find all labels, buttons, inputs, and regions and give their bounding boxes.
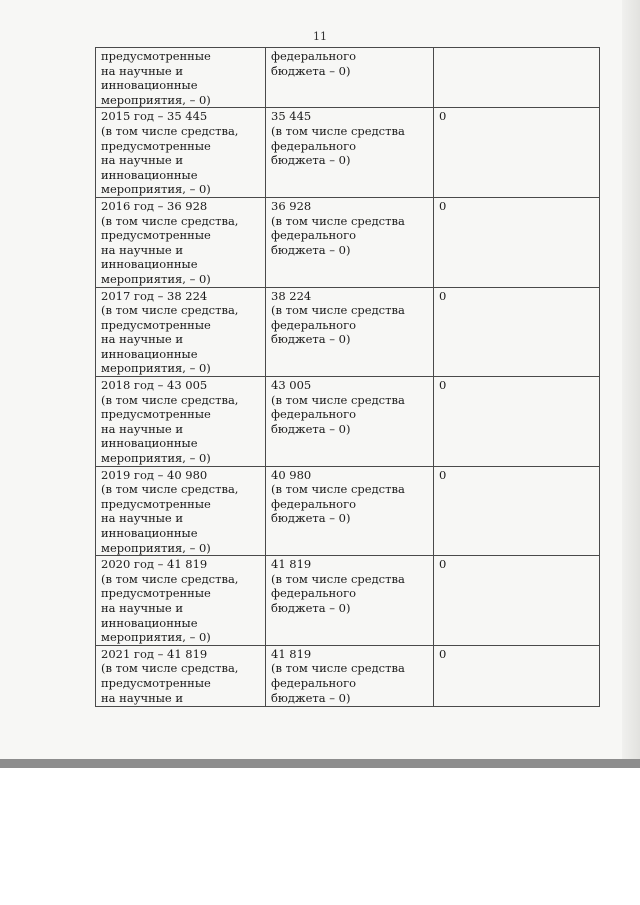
page-number: 11 xyxy=(313,30,327,43)
table-cell-other: 0 xyxy=(434,108,600,198)
table-cell-period: 2020 год – 41 819 (в том числе средства, предусмотренные на научные и инновационные мероприятия, – 0) xyxy=(96,556,266,646)
table-cell-period: предусмотренные на научные и инновационные мероприятия, – 0) xyxy=(96,48,266,108)
scan-edge-shadow xyxy=(622,0,640,759)
table-row xyxy=(96,48,600,108)
table-row xyxy=(96,197,600,287)
table-cell-amount: федерального бюджета – 0) xyxy=(266,48,434,108)
table-row xyxy=(96,108,600,198)
table-cell-period: 2017 год – 38 224 (в том числе средства, предусмотренные на научные и инновационные мероприятия, – 0) xyxy=(96,287,266,377)
table-cell-period: 2016 год – 36 928 (в том числе средства, предусмотренные на научные и инновационные мероприятия, – 0) xyxy=(96,197,266,287)
table-cell-other xyxy=(434,48,600,108)
table-cell-amount: 38 224 (в том числе средства федерального бюджета – 0) xyxy=(266,287,434,377)
table-cell-period: 2015 год – 35 445 (в том числе средства, предусмотренные на научные и инновационные мероприятия, – 0) xyxy=(96,108,266,198)
table-cell-other: 0 xyxy=(434,556,600,646)
table-cell-other: 0 xyxy=(434,645,600,706)
table-cell-other: 0 xyxy=(434,466,600,556)
table-cell-period: 2019 год – 40 980 (в том числе средства, предусмотренные на научные и инновационные мероприятия, – 0) xyxy=(96,466,266,556)
table-cell-other: 0 xyxy=(434,377,600,467)
table-row xyxy=(96,645,600,706)
table-row xyxy=(96,466,600,556)
table-row xyxy=(96,556,600,646)
table-cell-amount: 36 928 (в том числе средства федерального бюджета – 0) xyxy=(266,197,434,287)
table-cell-period: 2021 год – 41 819 (в том числе средства, предусмотренные на научные и xyxy=(96,645,266,706)
funding-table xyxy=(95,47,600,707)
table-cell-amount: 41 819 (в том числе средства федерального бюджета – 0) xyxy=(266,556,434,646)
table-cell-amount: 35 445 (в том числе средства федерального бюджета – 0) xyxy=(266,108,434,198)
table-cell-other: 0 xyxy=(434,197,600,287)
table-cell-amount: 41 819 (в том числе средства федерального бюджета – 0) xyxy=(266,645,434,706)
table-row xyxy=(96,287,600,377)
table-cell-period: 2018 год – 43 005 (в том числе средства, предусмотренные на научные и инновационные мероприятия, – 0) xyxy=(96,377,266,467)
table-cell-amount: 43 005 (в том числе средства федерального бюджета – 0) xyxy=(266,377,434,467)
table-row xyxy=(96,377,600,467)
table-cell-other: 0 xyxy=(434,287,600,377)
table-cell-amount: 40 980 (в том числе средства федерального бюджета – 0) xyxy=(266,466,434,556)
